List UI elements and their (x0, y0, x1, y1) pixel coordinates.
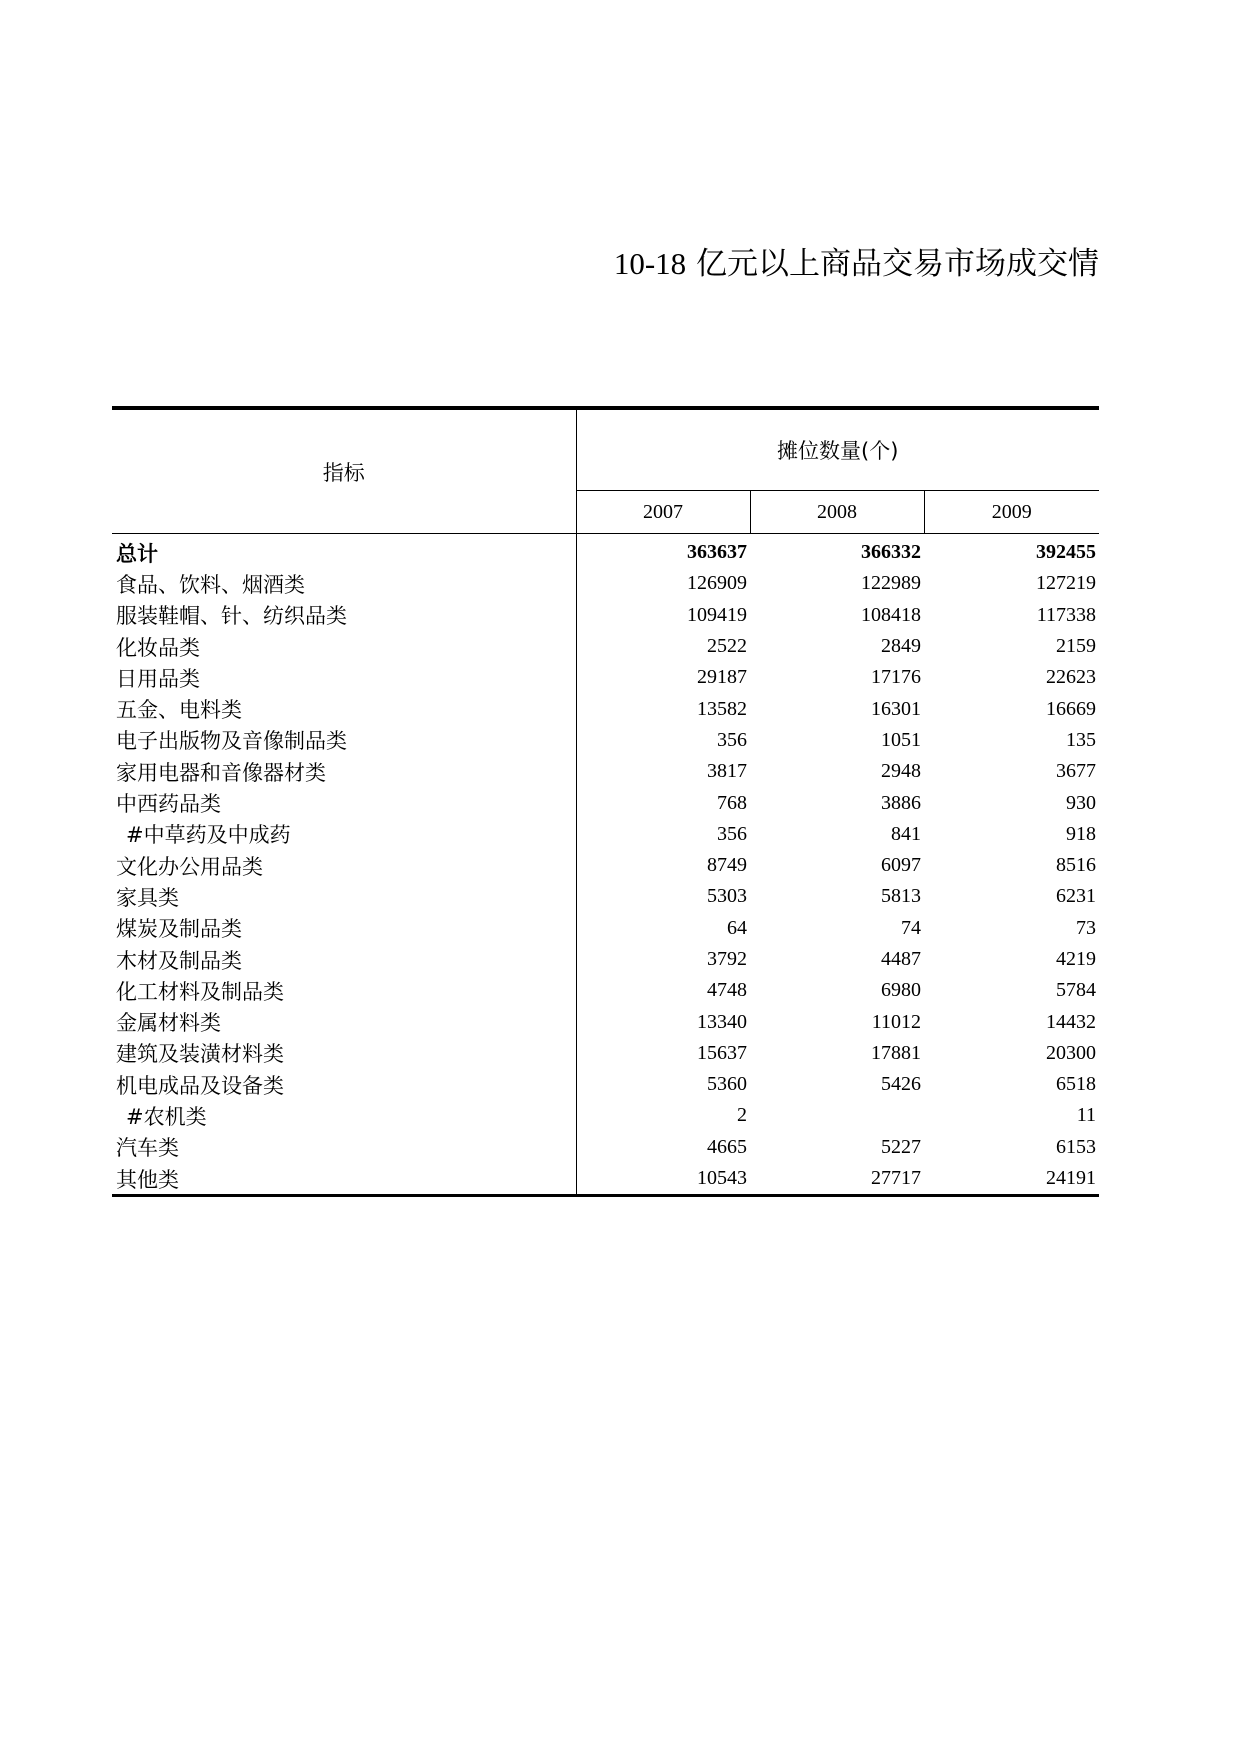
table-row (112, 534, 1099, 569)
table-body (112, 534, 1099, 1196)
row-label: 机电成品及设备类 (112, 1069, 576, 1100)
value-cell-2008: 5426 (881, 1073, 921, 1096)
value-cell-2007: 13582 (697, 697, 747, 720)
table-row (112, 568, 1099, 599)
year-header-2008: 2008 (750, 491, 924, 534)
value-cell-2007: 4748 (707, 979, 747, 1002)
row-label: #农机类 (112, 1100, 576, 1131)
table-row (112, 819, 1099, 850)
row-label: 化工材料及制品类 (112, 975, 576, 1006)
indicator-header: 指标 (112, 408, 576, 534)
table-row (112, 1163, 1099, 1196)
table-row (112, 850, 1099, 881)
table-row (112, 1132, 1099, 1163)
value-cell-2007: 363637 (687, 541, 747, 564)
value-cell-2007: 768 (717, 791, 747, 814)
value-cell-2007: 356 (717, 822, 747, 845)
value-cell-2009: 117338 (1036, 603, 1096, 626)
value-cell-2007: 356 (717, 728, 747, 751)
table-row (112, 600, 1099, 631)
value-cell-2007: 3792 (707, 948, 747, 970)
value-cell-2007: 109419 (687, 603, 747, 626)
value-cell-2009: 8516 (1056, 854, 1096, 877)
row-label: 建筑及装潢材料类 (112, 1038, 576, 1069)
row-label: 金属材料类 (112, 1006, 576, 1037)
row-label: 家具类 (112, 881, 576, 912)
row-label: 其他类 (112, 1163, 576, 1196)
value-cell-2009: 392455 (1036, 541, 1096, 564)
value-cell-2007: 29187 (697, 666, 747, 689)
table-row (112, 1069, 1099, 1100)
value-cell-2008: 1051 (881, 728, 921, 751)
value-cell-2009: 24191 (1046, 1167, 1096, 1190)
value-cell-2009: 127219 (1036, 572, 1096, 595)
table-row (112, 944, 1099, 975)
year-header-2009: 2009 (924, 491, 1099, 534)
page-title (400, 238, 1099, 283)
value-cell-2007: 5360 (707, 1073, 747, 1096)
value-cell-2008: 11012 (871, 1010, 921, 1033)
value-cell-2009: 20300 (1046, 1041, 1096, 1064)
value-cell-2008: 108418 (861, 603, 921, 626)
value-cell-2008: 6980 (881, 979, 921, 1002)
table-row (112, 975, 1099, 1006)
value-cell-2009: 930 (1066, 791, 1096, 814)
table-row (112, 756, 1099, 787)
value-cell-2007: 10543 (697, 1167, 747, 1190)
table-row (112, 1038, 1099, 1069)
value-cell-2008: 74 (901, 916, 921, 939)
value-cell-2008: 17881 (871, 1041, 921, 1064)
row-label: 总计 (112, 534, 576, 569)
row-label: #中草药及中成药 (112, 819, 576, 850)
row-label: 五金、电料类 (112, 693, 576, 724)
value-cell-2007: 4665 (707, 1135, 747, 1158)
table-row (112, 631, 1099, 662)
row-label: 中西药品类 (112, 787, 576, 818)
row-label: 木材及制品类 (112, 944, 576, 975)
table-row (112, 725, 1099, 756)
value-cell-2008: 27717 (871, 1167, 921, 1190)
value-cell-2007: 15637 (697, 1041, 747, 1064)
value-cell-2009: 11 (1076, 1104, 1096, 1127)
value-cell-2008: 841 (891, 822, 921, 845)
row-label: 煤炭及制品类 (112, 913, 576, 944)
table-row (112, 1006, 1099, 1037)
value-cell-2008: 6097 (881, 854, 921, 877)
table-row (112, 913, 1099, 944)
row-label: 食品、饮料、烟酒类 (112, 568, 576, 599)
value-cell-2007: 13340 (697, 1010, 747, 1033)
value-cell-2007: 2 (737, 1104, 747, 1127)
row-label: 服装鞋帽、针、纺织品类 (112, 600, 576, 631)
value-cell-2009: 918 (1066, 822, 1096, 845)
value-cell-2008: 366332 (861, 541, 921, 564)
value-cell-2007: 2522 (707, 635, 747, 658)
value-cell-2008 (750, 1100, 924, 1131)
value-cell-2008: 5813 (881, 885, 921, 908)
value-cell-2009: 16669 (1046, 697, 1096, 720)
data-table (112, 406, 1099, 1197)
value-cell-2009: 22623 (1046, 666, 1096, 689)
table-row (112, 693, 1099, 724)
value-cell-2009: 5784 (1056, 979, 1096, 1002)
value-cell-2007: 3817 (707, 760, 747, 783)
row-label: 家用电器和音像器材类 (112, 756, 576, 787)
value-cell-2008: 3886 (881, 791, 921, 814)
value-cell-2008: 122989 (861, 572, 921, 595)
table-number: 10-18 (613, 246, 687, 281)
value-cell-2007: 64 (727, 916, 747, 939)
group-header: 摊位数量(个) (576, 408, 1099, 491)
table-row (112, 662, 1099, 693)
table-row (112, 787, 1099, 818)
row-label: 化妆品类 (112, 631, 576, 662)
value-cell-2007: 5303 (707, 885, 747, 908)
table-title-text: 亿元以上商品交易市场成交情 (696, 246, 1099, 282)
table-row (112, 1100, 1099, 1131)
table-row (112, 881, 1099, 912)
value-cell-2007: 8749 (707, 854, 747, 877)
value-cell-2008: 5227 (881, 1135, 921, 1158)
value-cell-2009: 135 (1066, 728, 1096, 751)
row-label: 日用品类 (112, 662, 576, 693)
value-cell-2009: 14432 (1046, 1010, 1096, 1033)
value-cell-2008: 4487 (881, 948, 921, 970)
value-cell-2009: 6153 (1056, 1135, 1096, 1158)
value-cell-2009: 3677 (1056, 760, 1096, 783)
value-cell-2009: 4219 (1056, 948, 1096, 970)
value-cell-2009: 73 (1076, 916, 1096, 939)
value-cell-2008: 17176 (871, 666, 921, 689)
value-cell-2008: 2849 (881, 635, 921, 658)
year-header-2007: 2007 (576, 491, 750, 534)
row-label: 汽车类 (112, 1132, 576, 1163)
table-header (112, 408, 1099, 534)
value-cell-2007: 126909 (687, 572, 747, 595)
value-cell-2009: 6518 (1056, 1073, 1096, 1096)
value-cell-2009: 6231 (1056, 885, 1096, 908)
row-label: 电子出版物及音像制品类 (112, 725, 576, 756)
value-cell-2009: 2159 (1056, 635, 1096, 658)
value-cell-2008: 2948 (881, 760, 921, 783)
row-label: 文化办公用品类 (112, 850, 576, 881)
value-cell-2008: 16301 (871, 697, 921, 720)
